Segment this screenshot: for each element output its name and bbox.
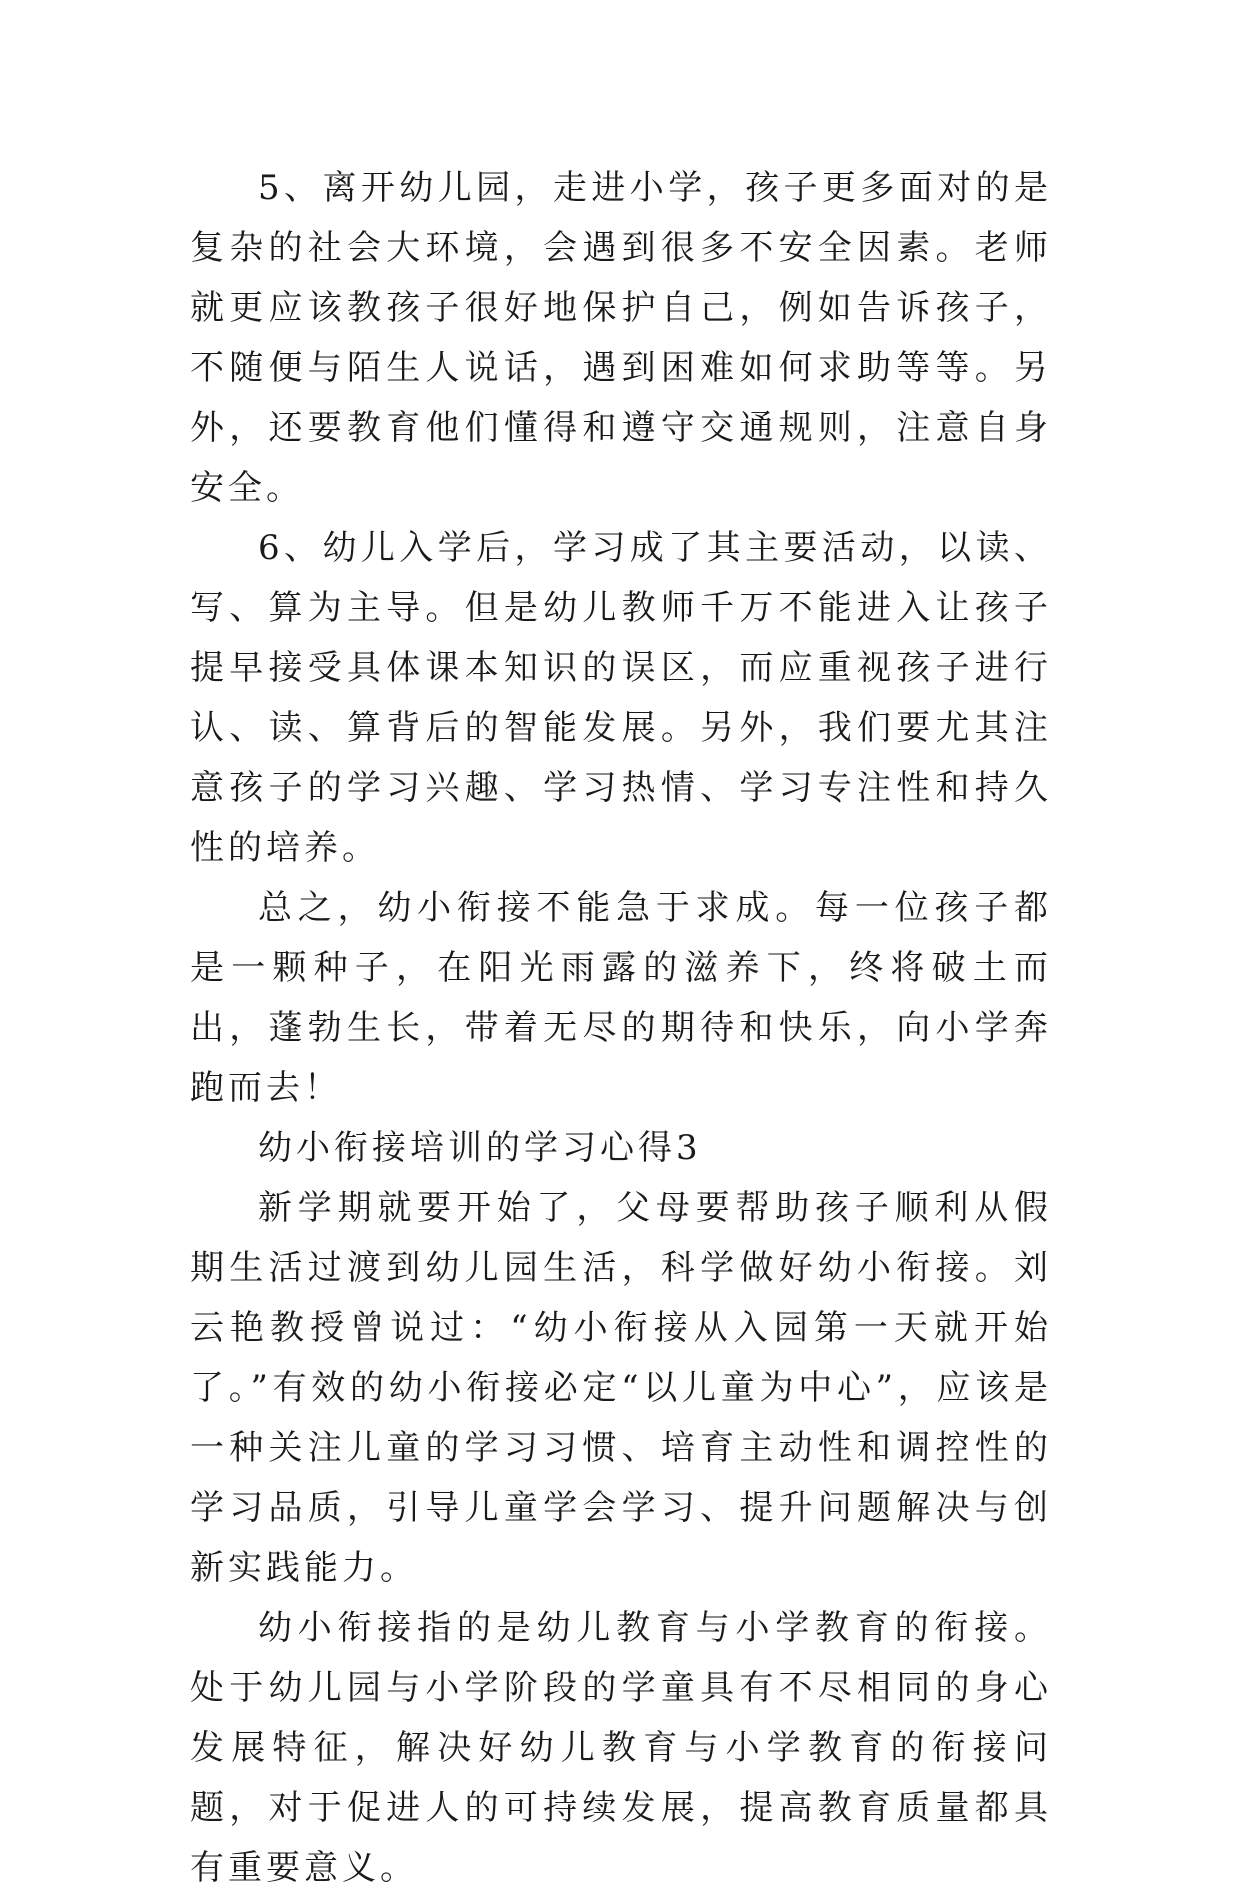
paragraph-6-learning: 6、幼儿入学后，学习成了其主要活动，以读、写、算为主导。但是幼儿教师千万不能进入让孩子提早接受具体课本知识的误区，而应重视孩子进行认、读、算背后的智能发展。另外，我们要尤其注意孩子的学习兴趣、学习热情、学习专注性和持久性的培养。 (190, 528, 1052, 868)
section-heading: 幼小衔接培训的学习心得3 (258, 1128, 702, 1168)
document-body (190, 158, 1052, 1898)
paragraph-new-semester: 新学期就要开始了，父母要帮助孩子顺利从假期生活过渡到幼儿园生活，科学做好幼小衔接。刘云艳教授曾说过：“幼小衔接从入园第一天就开始了。”有效的幼小衔接必定“以儿童为中心”，应该是一种关注儿童的学习习惯、培育主动性和调控性的学习品质，引导儿童学会学习、提升问题解决与创新实践能力。 (190, 1188, 1052, 1588)
paragraph-definition: 幼小衔接指的是幼儿教育与小学教育的衔接。处于幼儿园与小学阶段的学童具有不尽相同的身心发展特征，解决好幼儿教育与小学教育的衔接问题，对于促进人的可持续发展，提高教育质量都具有重要意义。 (190, 1608, 1052, 1888)
paragraph-summary: 总之，幼小衔接不能急于求成。每一位孩子都是一颗种子，在阳光雨露的滋养下，终将破土而出，蓬勃生长，带着无尽的期待和快乐，向小学奔跑而去！ (190, 888, 1052, 1108)
paragraph-5-safety: 5、离开幼儿园，走进小学，孩子更多面对的是复杂的社会大环境，会遇到很多不安全因素。老师就更应该教孩子很好地保护自己，例如告诉孩子，不随便与陌生人说话，遇到困难如何求助等等。另外，还要教育他们懂得和遵守交通规则，注意自身安全。 (190, 168, 1052, 508)
